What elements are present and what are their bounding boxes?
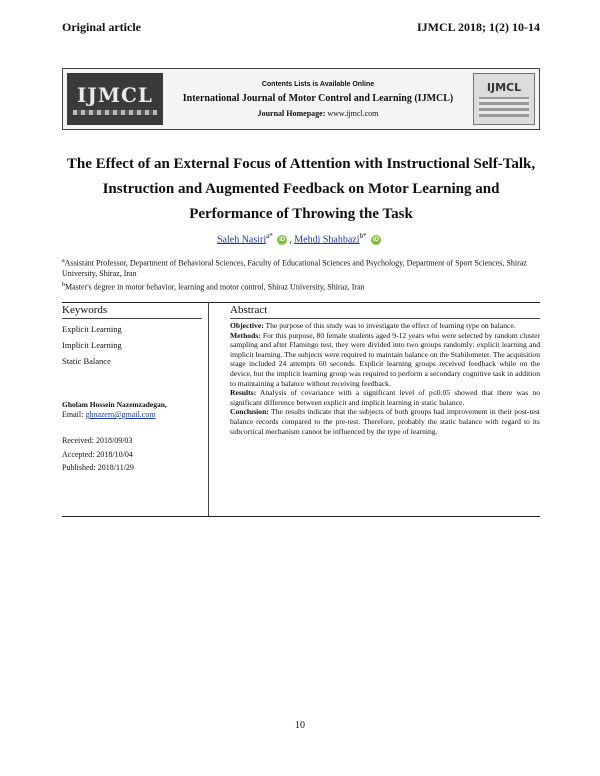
corresponding-author-name: Gholam Hossein Nazemzadegan, [62, 400, 167, 409]
received-date: Received: 2018/09/03 [62, 436, 133, 445]
abstract-conclusion [230, 407, 540, 436]
objective-label: Objective: [230, 321, 264, 330]
affiliation-a [62, 256, 542, 280]
conclusion-text: The results indicate that the subjects of both groups had improvement in their post-test balance records compared to the pre-test. Therefore, probably the static balance with regard to its subcortical mechanism cannot be influenced by the type of learning. [230, 407, 541, 436]
contents-available-line: Contents Lists is Available Online [261, 80, 375, 88]
results-text: Analysis of covariance with a significant level of p≤0.05 showed that there was no significant difference between explicit and implicit learning in static balance. [230, 388, 540, 407]
author-1-sup: a* [266, 232, 273, 240]
banner-center [167, 69, 469, 129]
keywords-heading-rule [62, 318, 202, 319]
author-separator: , [289, 234, 295, 246]
affiliation-b-text: Master's degree in motor behavior, learning and motor control, Shiraz University, Shiraz, Iran [65, 282, 365, 292]
author-2-name[interactable]: Mehdi Shahbazi [294, 234, 360, 246]
author-1-name[interactable]: Saleh Nasiri [216, 234, 267, 246]
section-top-rule [62, 302, 540, 303]
journal-name: International Journal of Motor Control and Learning (IJMCL) [182, 92, 454, 104]
journal-logo-right [473, 73, 535, 125]
conclusion-label: Conclusion: [230, 407, 269, 417]
objective-text: The purpose of this study was to investigate the effect of learning type on balance. [265, 321, 516, 330]
article-title: The Effect of an External Focus of Attention with Instructional Self-Talk, Instruction and Augmented Feedback on Motor Learning and Performance of Throwing the Task [66, 156, 536, 222]
keyword-item: Explicit Learning [62, 324, 122, 334]
email-label: Email: [62, 410, 84, 419]
author-line [0, 232, 600, 245]
journal-logo-left-text: IJMCL [77, 83, 153, 107]
journal-banner [62, 68, 540, 130]
abstract-results [230, 388, 540, 407]
affiliations [62, 256, 542, 293]
journal-logo-left [67, 73, 163, 125]
logo-bars [479, 97, 529, 117]
corresponding-author [62, 400, 206, 420]
journal-citation: IJMCL 2018; 1(2) 10-14 [417, 20, 540, 34]
page-number: 10 [295, 720, 305, 731]
journal-logo-right-text: IJMCL [486, 81, 522, 94]
orcid-icon[interactable]: iD [373, 237, 380, 244]
abstract-heading-rule [230, 318, 540, 319]
section-bottom-rule [62, 516, 540, 517]
article-type-label: Original article [62, 20, 141, 34]
keyword-list [62, 321, 202, 369]
affiliation-b [62, 280, 542, 293]
results-label: Results: [230, 388, 257, 398]
affiliation-a-text: Assistant Professor, Department of Behavioral Sciences, Faculty of Educational Sciences and Psychology, Department of Sport Sciences, Shiraz University, Shiraz, Iran [62, 258, 527, 279]
abstract-methods [230, 331, 540, 389]
column-divider [208, 302, 209, 516]
keywords-abstract-section [62, 302, 540, 518]
corresponding-email-line [62, 410, 206, 420]
affiliation-a-sup: a [62, 258, 65, 264]
keyword-item: Static Balance [62, 356, 111, 366]
abstract-body [230, 321, 540, 436]
article-dates [62, 434, 206, 475]
abstract-objective [230, 321, 540, 331]
keyword-item: Implicit Learning [62, 340, 122, 350]
author-2-sup: b* [359, 232, 367, 240]
keywords-heading: Keywords [62, 304, 108, 316]
methods-text: For this purpose, 80 female students aged 9-12 years who were selected by random cluster sampling and after Flamingo test, they were divided into two groups randomly: explicit learning and implicit learning. The subjects were required to maintain balance on the Stabilometer. The acquisition stage included 24 attempts 60 seconds. Explicit learning groups received feedback while on the device, but the implicit learning group was required to perform a secondary cognitive task in addition to maintaining a balance without receiving feedback. [230, 330, 540, 388]
journal-homepage [258, 109, 379, 118]
published-date: Published: 2018/11/29 [62, 463, 134, 472]
orcid-icon[interactable]: iD [279, 237, 286, 244]
abstract-heading: Abstract [230, 304, 268, 316]
accepted-date: Accepted: 2018/10/04 [62, 449, 133, 459]
homepage-url[interactable]: www.ijmcl.com [327, 108, 379, 118]
logo-stripe [73, 110, 157, 115]
affiliation-b-sup: b [62, 281, 65, 288]
email-link[interactable]: ghnazem@gmail.com [85, 410, 156, 419]
methods-label: Methods: [230, 330, 261, 340]
homepage-label: Journal Homepage: [257, 108, 326, 118]
